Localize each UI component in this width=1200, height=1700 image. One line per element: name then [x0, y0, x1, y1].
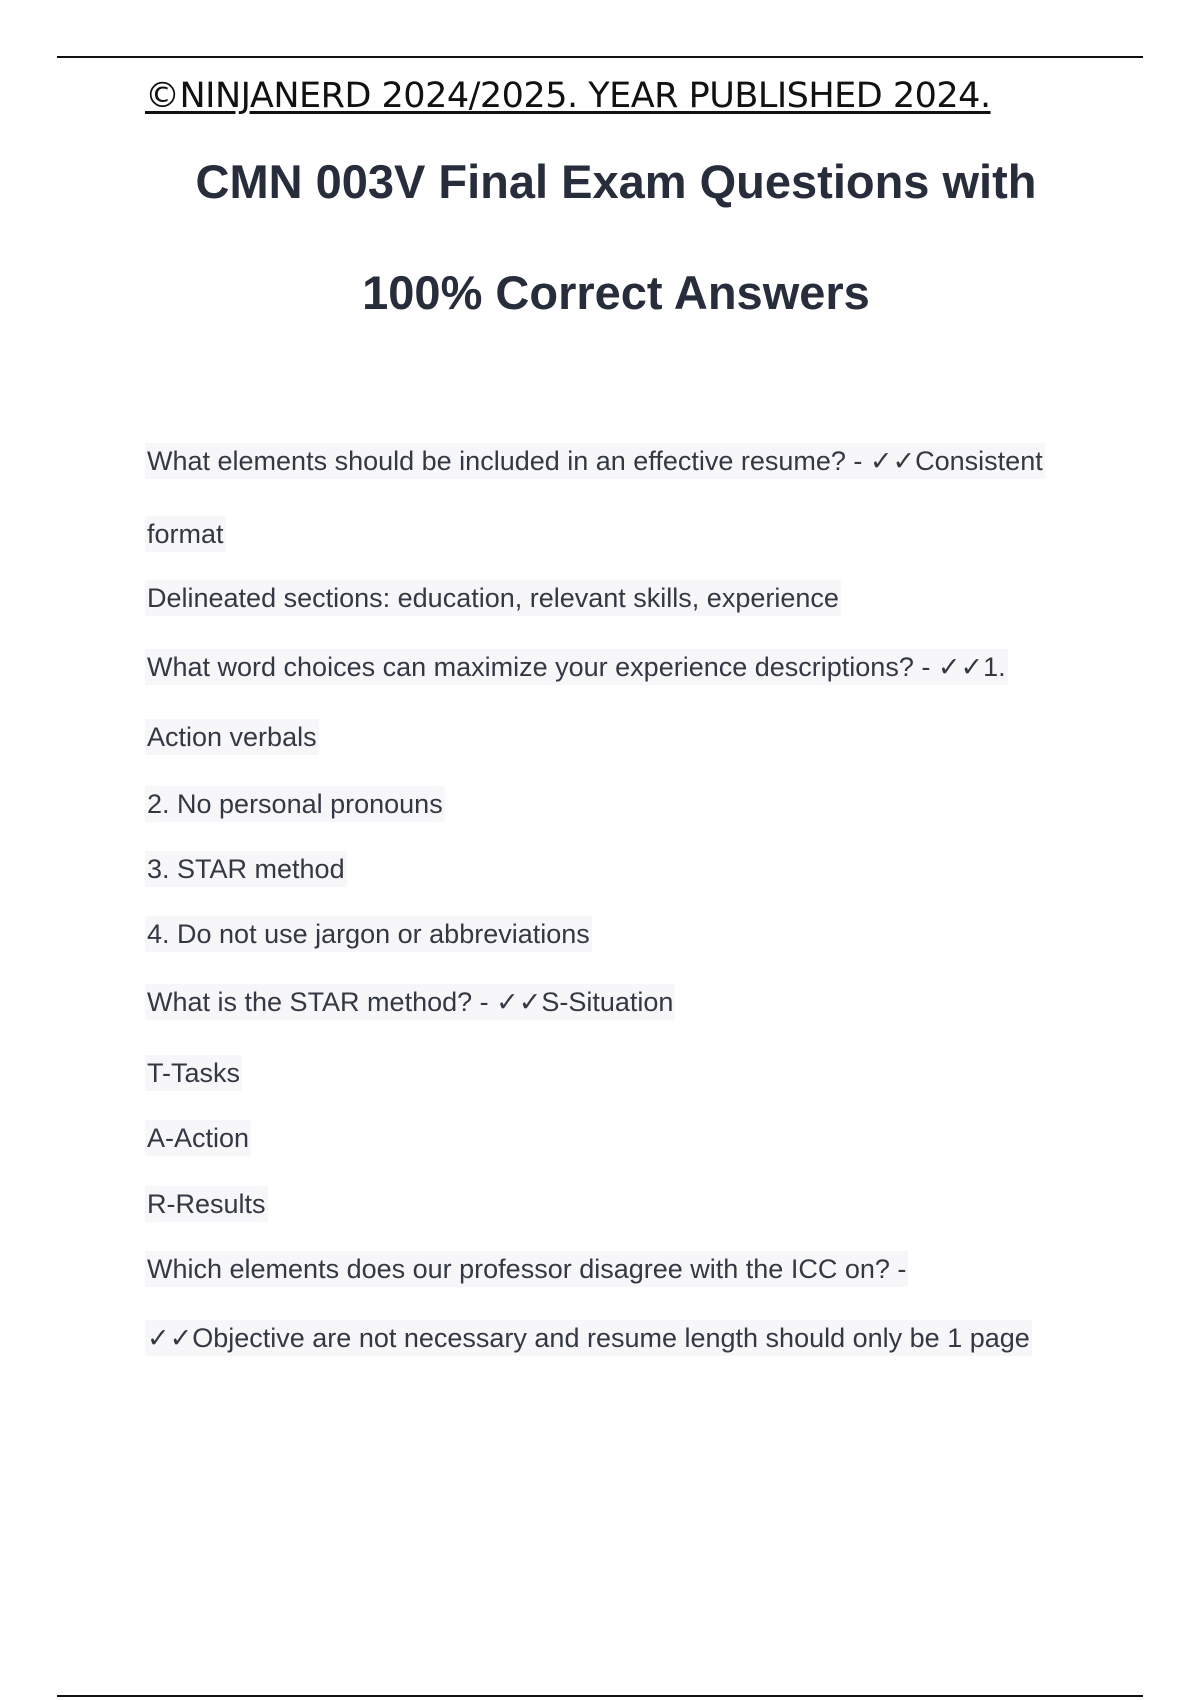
qa-line: Action verbals	[145, 719, 319, 755]
qa-line: format	[145, 516, 226, 552]
qa-line: A-Action	[145, 1120, 251, 1156]
qa-line: Delineated sections: education, relevant skills, experience	[145, 580, 841, 616]
qa-line: What is the STAR method? - ✓✓S-Situation	[145, 984, 675, 1020]
copyright-header: ©NINJANERD 2024/2025. YEAR PUBLISHED 2024.	[145, 76, 991, 116]
qa-line: What word choices can maximize your experience descriptions? - ✓✓1.	[145, 649, 1008, 685]
qa-line: T-Tasks	[145, 1055, 242, 1091]
qa-line: R-Results	[145, 1186, 268, 1222]
bottom-divider	[57, 1695, 1143, 1697]
qa-line: ✓✓Objective are not necessary and resume length should only be 1 page	[145, 1320, 1032, 1356]
qa-line: 2. No personal pronouns	[145, 786, 445, 822]
document-title-line-2: 100% Correct Answers	[362, 266, 870, 319]
qa-line: 4. Do not use jargon or abbreviations	[145, 916, 592, 952]
qa-line: Which elements does our professor disagree with the ICC on? -	[145, 1251, 908, 1287]
qa-line: 3. STAR method	[145, 851, 347, 887]
qa-line: What elements should be included in an effective resume? - ✓✓Consistent	[145, 443, 1045, 479]
document-title-line-1: CMN 003V Final Exam Questions with	[195, 155, 1037, 208]
top-divider	[57, 56, 1143, 58]
